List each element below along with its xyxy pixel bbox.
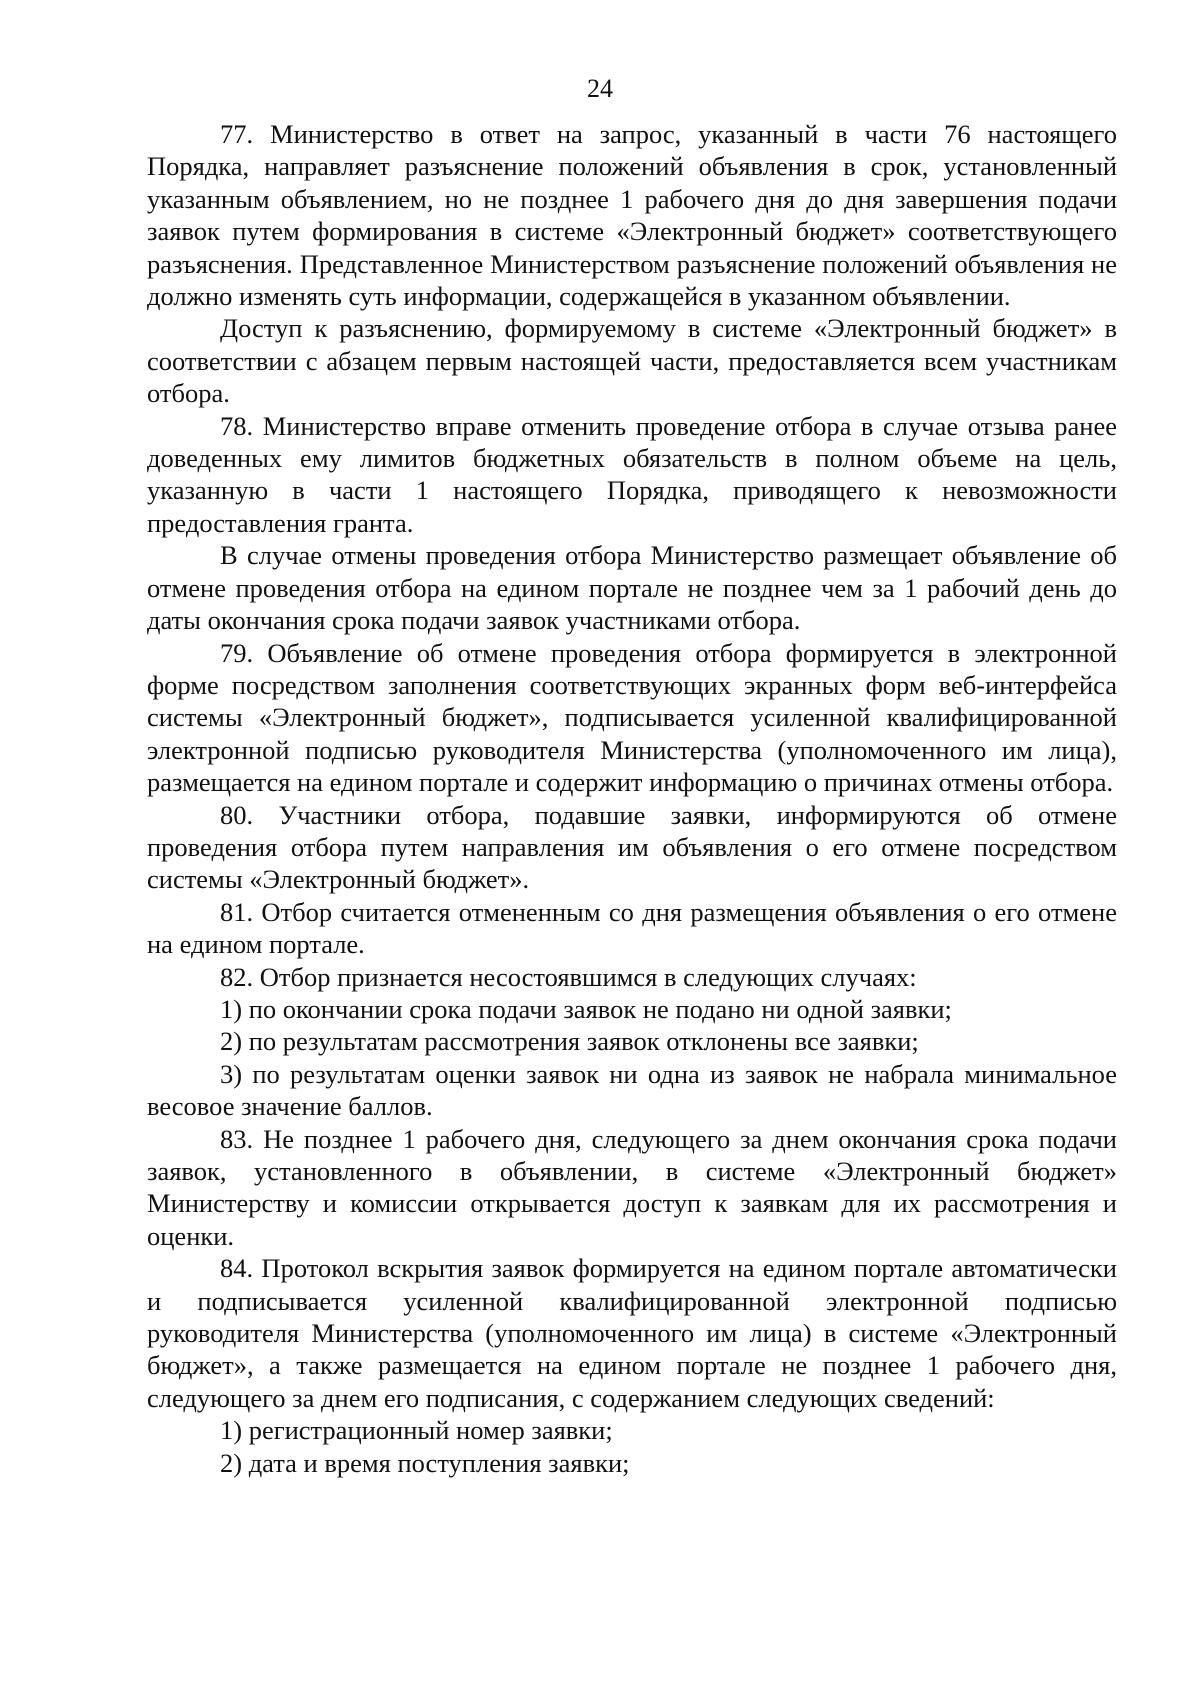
paragraph-82-item-2: 2) по результатам рассмотрения заявок отклонены все заявки; [220,1026,919,1057]
paragraph-82-item-1: 1) по окончании срока подачи заявок не подано ни одной заявки; [220,993,952,1024]
paragraph-84-item-2: 2) дата и время поступления заявки; [220,1447,630,1478]
document-body [147,118,1117,1479]
paragraph-84-item-1: 1) регистрационный номер заявки; [220,1415,613,1446]
paragraph-83: 83. Не позднее 1 рабочего дня, следующего за днем окончания срока подачи заявок, установленного в объявлении, в системе «Электронный бюджет» Министерству и комиссии открывается доступ к заявкам для их рассмотрения и оценки. [147,1123,1117,1251]
paragraph-82: 82. Отбор признается несостоявшимся в следующих случаях: [220,961,917,992]
paragraph-82-item-3: 3) по результатам оценки заявок ни одна из заявок не набрала минимальное весовое значение баллов. [147,1058,1117,1122]
paragraph-77: 77. Министерство в ответ на запрос, указанный в части 76 настоящего Порядка, направляет разъяснение положений объявления в срок, установленный указанным объявлением, но не позднее 1 рабочего дня до дня завершения подачи заявок путем формирования в системе «Электронный бюджет» соответствующего разъяснения. Представленное Министерством разъяснение положений объявления не должно изменять суть информации, содержащейся в указанном объявлении. [147,119,1117,312]
paragraph-78-cancellation: В случае отмены проведения отбора Министерство размещает объявление об отмене проведения отбора на едином портале не позднее чем за 1 рабочий день до даты окончания срока подачи заявок участниками отбора. [147,540,1117,636]
paragraph-81: 81. Отбор считается отмененным со дня размещения объявления о его отмене на едином портале. [147,896,1117,960]
page-number: 24 [587,74,613,103]
paragraph-79: 79. Объявление об отмене проведения отбора формируется в электронной форме посредством заполнения соответствующих экранных форм веб-интерфейса системы «Электронный бюджет», подписывается усиленной квалифицированной электронной подписью руководителя Министерства (уполномоченного им лица), размещается на едином портале и содержит информацию о причинах отмены отбора. [147,637,1117,798]
paragraph-78: 78. Министерство вправе отменить проведение отбора в случае отзыва ранее доведенных ему лимитов бюджетных обязательств в полном объеме на цель, указанную в части 1 настоящего Порядка, приводящего к невозможности предоставления гранта. [147,410,1117,538]
paragraph-77-access: Доступ к разъяснению, формируемому в системе «Электронный бюджет» в соответствии с абзацем первым настоящей части, предоставляется всем участникам отбора. [147,313,1117,409]
paragraph-84: 84. Протокол вскрытия заявок формируется на едином портале автоматически и подписывается усиленной квалифицированной электронной подписью руководителя Министерства (уполномоченного им лица) в системе «Электронный бюджет», а также размещается на едином портале не позднее 1 рабочего дня, следующего за днем его подписания, с содержанием следующих сведений: [147,1253,1117,1413]
paragraph-80: 80. Участники отбора, подавшие заявки, информируются об отмене проведения отбора путем направления им объявления о его отмене посредством системы «Электронный бюджет». [147,799,1117,895]
